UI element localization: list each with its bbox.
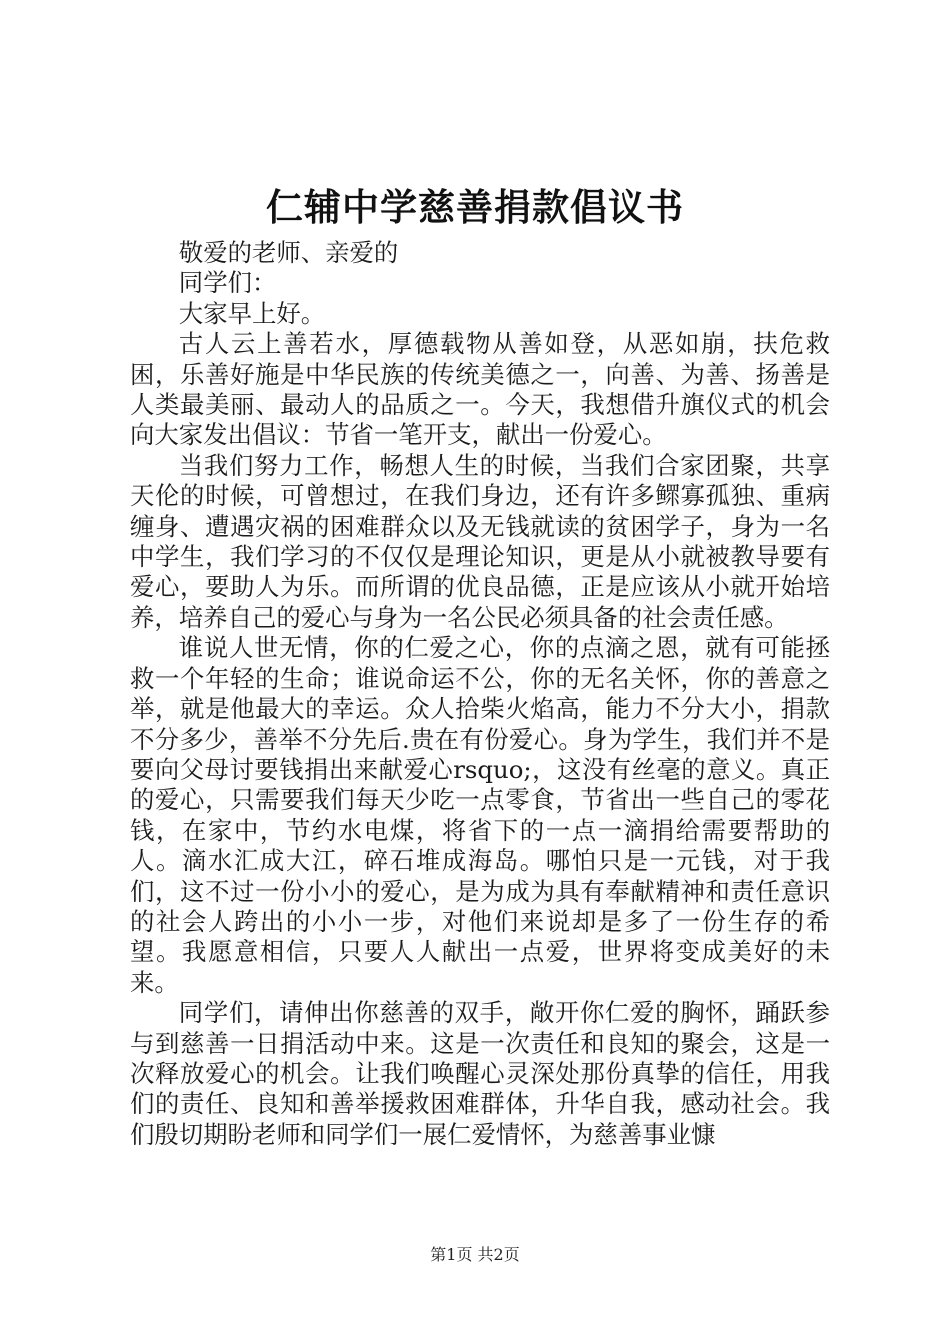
salutation-line-1: 敬爱的老师、亲爱的 — [178, 238, 399, 267]
body-paragraph: 同学们，请伸出你慈善的双手，敞开你仁爱的胸怀，踊跃参与到慈善一日捐活动中来。这是一次责任和良知的聚会，这是一次释放爱心的机会。让我们唤醒心灵深处那份真挚的信任，用我们的责任、良知和善举援救困难群体，升华自我，感动社会。我们殷切期盼老师和同学们一展仁爱情怀，为慈善事业慷 — [130, 998, 830, 1149]
body-paragraph: 谁说人世无情，你的仁爱之心，你的点滴之恩，就有可能拯救一个年轻的生命；谁说命运不公，你的无名关怀，你的善意之举，就是他最大的幸运。众人拾柴火焰高，能力不分大小，捐款不分多少，善举不分先后.贵在有份爱心。身为学生，我们并不是要向父母讨要钱捐出来献爱心rsquo;，这没有丝毫的意义。真正的爱心，只需要我们每天少吃一点零食，节省出一些自己的零花钱，在家中，节约水电煤，将省下的一点一滴捐给需要帮助的人。滴水汇成大江，碎石堆成海岛。哪怕只是一元钱，对于我们，这不过一份小小的爱心，是为成为具有奉献精神和责任意识的社会人跨出的小小一步，对他们来说却是多了一份生存的希望。我愿意相信，只要人人献出一点爱，世界将变成美好的未来。 — [130, 633, 830, 997]
body-paragraph: 古人云上善若水，厚德载物从善如登，从恶如崩，扶危救困，乐善好施是中华民族的传统美德之一，向善、为善、扬善是人类最美丽、最动人的品质之一。今天，我想借升旗仪式的机会向大家发出倡议：节省一笔开支，献出一份爱心。 — [130, 329, 830, 450]
document-body — [130, 238, 830, 1150]
page-footer: 第1页 共2页 — [430, 1245, 520, 1264]
document-title: 仁辅中学慈善捐款倡议书 — [266, 186, 684, 229]
body-paragraph: 当我们努力工作，畅想人生的时候，当我们合家团聚，共享天伦的时候，可曾想过，在我们身边，还有许多鳏寡孤独、重病缠身、遭遇灾祸的困难群众以及无钱就读的贫困学子，身为一名中学生，我们学习的不仅仅是理论知识，更是从小就被教导要有爱心，要助人为乐。而所谓的优良品德，正是应该从小就开始培养，培养自己的爱心与身为一名公民必须具备的社会责任感。 — [130, 450, 830, 632]
salutation-line-2: 同学们： — [178, 268, 277, 298]
greeting-line: 大家早上好。 — [178, 298, 326, 328]
